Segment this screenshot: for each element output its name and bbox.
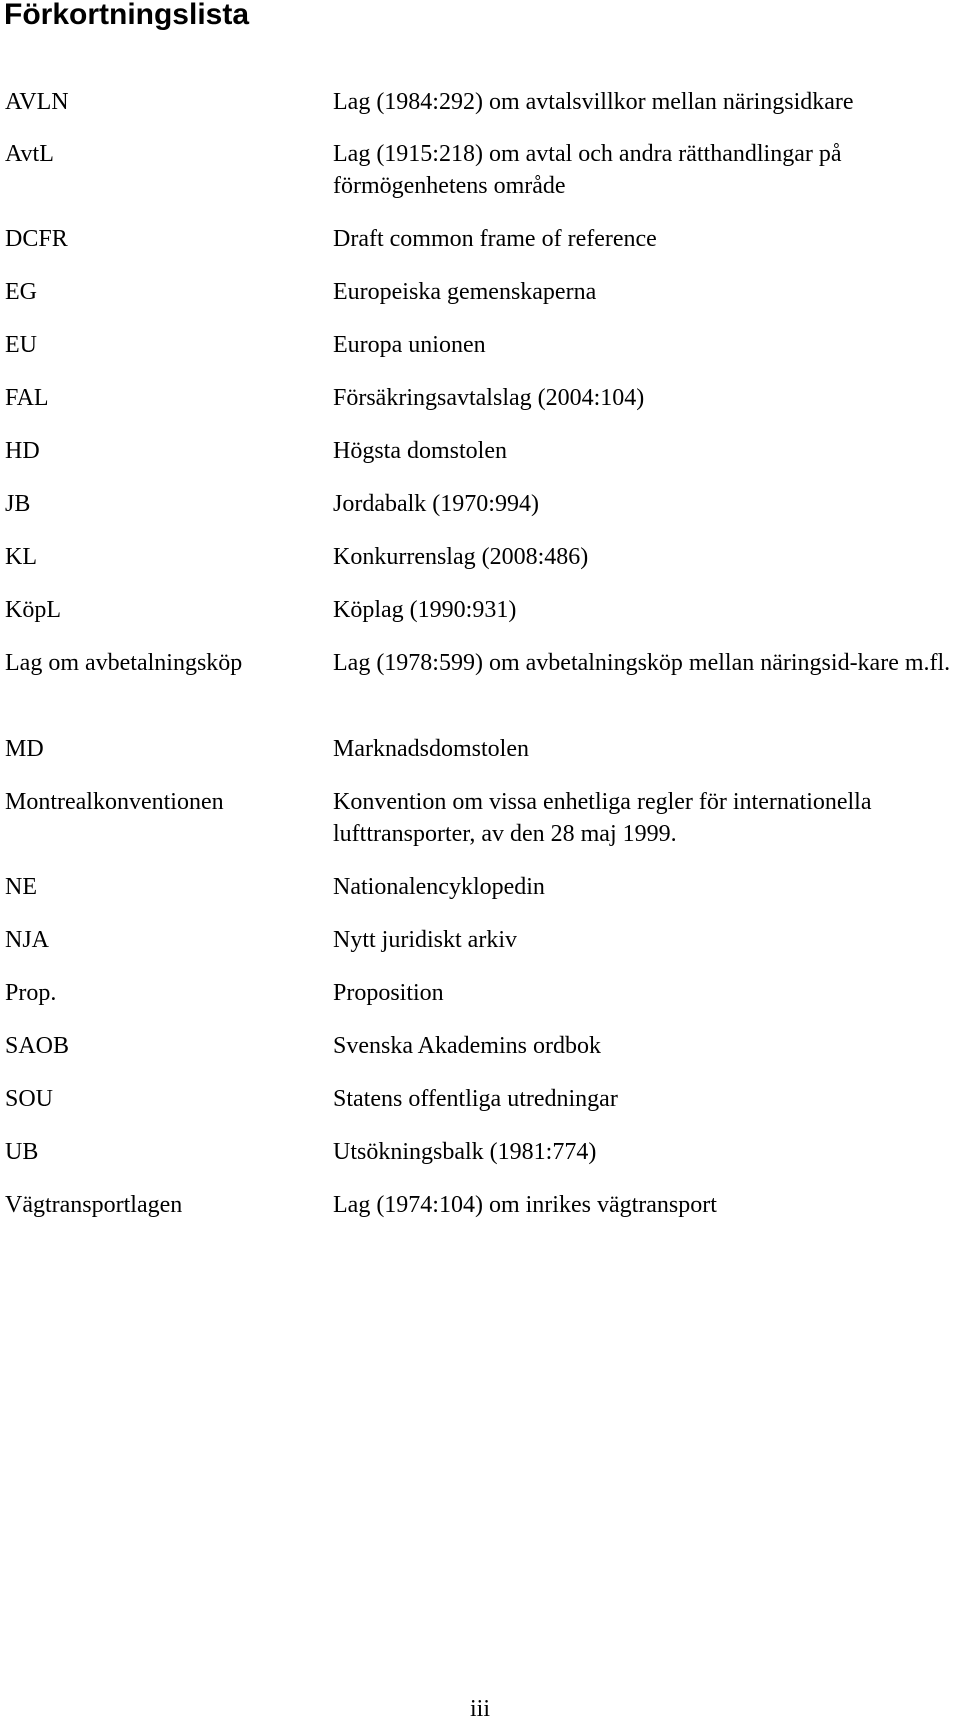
abbreviation: SOU bbox=[5, 1086, 54, 1112]
abbreviation: JB bbox=[5, 491, 31, 517]
abbreviation-description: Lag (1915:218) om avtal och andra rätthandlingar på förmögenhetens område bbox=[333, 141, 842, 199]
abbreviation-description: Proposition bbox=[333, 980, 444, 1006]
abbreviation: NE bbox=[5, 874, 37, 900]
abbreviation: DCFR bbox=[5, 226, 68, 252]
abbreviation: FAL bbox=[5, 385, 49, 411]
abbreviation: Montrealkonventionen bbox=[5, 789, 224, 815]
page-title: Förkortningslista bbox=[4, 0, 250, 31]
abbreviation: SAOB bbox=[5, 1033, 70, 1059]
abbreviation: HD bbox=[5, 438, 40, 464]
abbreviation-description: Lag (1974:104) om inrikes vägtransport bbox=[333, 1192, 717, 1218]
abbreviation-description: Konvention om vissa enhetliga regler för internationella lufttransporter, av den 28 maj 1999. bbox=[333, 789, 872, 847]
abbreviation-description: Konkurrenslag (2008:486) bbox=[333, 544, 589, 570]
abbreviation-description: Nytt juridiskt arkiv bbox=[333, 927, 517, 953]
abbreviation: UB bbox=[5, 1139, 39, 1165]
abbreviation: Lag om avbetalningsköp bbox=[5, 650, 243, 676]
abbreviation-description: Jordabalk (1970:994) bbox=[333, 491, 539, 517]
abbreviation: AvtL bbox=[5, 141, 54, 167]
abbreviation-description: Högsta domstolen bbox=[333, 438, 507, 464]
page-number: iii bbox=[469, 1696, 490, 1722]
abbreviation: MD bbox=[5, 736, 44, 762]
abbreviation: Prop. bbox=[5, 980, 57, 1006]
abbreviation: NJA bbox=[5, 927, 50, 953]
abbreviation-description: Marknadsdomstolen bbox=[333, 736, 529, 762]
abbreviation-description: Europa unionen bbox=[333, 332, 486, 358]
abbreviation-description: Statens offentliga utredningar bbox=[333, 1086, 618, 1112]
abbreviation-description: Lag (1984:292) om avtalsvillkor mellan näringsidkare bbox=[333, 89, 854, 115]
abbreviation-description: Utsökningsbalk (1981:774) bbox=[333, 1139, 597, 1165]
abbreviation-description: Försäkringsavtalslag (2004:104) bbox=[333, 385, 645, 411]
abbreviation: KL bbox=[5, 544, 37, 570]
abbreviation: Vägtransportlagen bbox=[5, 1192, 183, 1218]
abbreviation: EG bbox=[5, 279, 37, 305]
abbreviation-description: Svenska Akademins ordbok bbox=[333, 1033, 601, 1059]
abbreviation-description: Europeiska gemenskaperna bbox=[333, 279, 597, 305]
abbreviation-description: Lag (1978:599) om avbetalningsköp mellan näringsid-kare m.fl. bbox=[333, 650, 951, 676]
abbreviation-description: Draft common frame of reference bbox=[333, 226, 657, 252]
abbreviation-description: Nationalencyklopedin bbox=[333, 874, 545, 900]
abbreviation: AVLN bbox=[5, 89, 69, 115]
abbreviation-description: Köplag (1990:931) bbox=[333, 597, 517, 623]
abbreviation: EU bbox=[5, 332, 37, 358]
abbreviation: KöpL bbox=[5, 597, 61, 623]
